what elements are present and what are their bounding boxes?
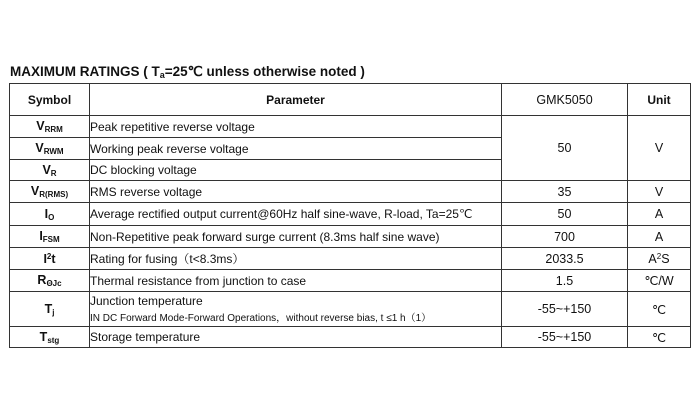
- parameter-cell: DC blocking voltage: [90, 160, 502, 181]
- value-cell: 50: [502, 203, 628, 226]
- section-title: MAXIMUM RATINGS ( $T_a=25℃$ unless otherwise noted ): [10, 64, 365, 80]
- value-cell: -55~+150: [502, 327, 628, 348]
- table-header-row: [10, 84, 691, 116]
- parameter-cell: RMS reverse voltage: [90, 181, 502, 203]
- value-cell: 35: [502, 181, 628, 203]
- symbol-cell: $V_{R(RMS)}$: [10, 181, 90, 203]
- table-row: [10, 116, 691, 138]
- header-unit: Unit: [628, 84, 691, 116]
- symbol-cell: $I_{FSM}$: [10, 226, 90, 248]
- value-cell: 1.5: [502, 270, 628, 292]
- parameter-cell: Peak repetitive reverse voltage: [90, 116, 502, 138]
- parameter-cell: Non-Repetitive peak forward surge current (8.3ms half sine wave): [90, 226, 502, 248]
- symbol-cell: $V_{RRM}$: [10, 116, 90, 138]
- parameter-cell: Average rectified output current@60Hz half sine-wave, R-load, Ta=25℃: [90, 203, 502, 226]
- table-row: [10, 203, 691, 226]
- parameter-cell: Junction temperature IN DC Forward Mode-Forward Operations，without reverse bias, t ≤1 h（1）: [90, 292, 502, 327]
- unit-cell: $A^2S$: [628, 248, 691, 270]
- unit-cell: A: [628, 203, 691, 226]
- value-cell: 700: [502, 226, 628, 248]
- table-row: [10, 226, 691, 248]
- table-row: [10, 248, 691, 270]
- unit-cell: V: [628, 181, 691, 203]
- parameter-cell: Rating for fusing（t<8.3ms）: [90, 248, 502, 270]
- table-row: [10, 292, 691, 327]
- symbol-cell: $I^2t$: [10, 248, 90, 270]
- table-row: [10, 181, 691, 203]
- parameter-cell: Working peak reverse voltage: [90, 138, 502, 160]
- symbol-cell: $I_O$: [10, 203, 90, 226]
- parameter-cell: Thermal resistance from junction to case: [90, 270, 502, 292]
- symbol-cell: $V_{RWM}$: [10, 138, 90, 160]
- table-row: [10, 327, 691, 348]
- header-value: GMK5050: [502, 84, 628, 116]
- parameter-cell: Storage temperature: [90, 327, 502, 348]
- symbol-cell: $R_{\Theta Jc}$: [10, 270, 90, 292]
- symbol-cell: $T_j$: [10, 292, 90, 327]
- table-row: [10, 270, 691, 292]
- header-symbol: Symbol: [10, 84, 90, 116]
- header-parameter: Parameter: [90, 84, 502, 116]
- value-cell: -55~+150: [502, 292, 628, 327]
- maximum-ratings-table: [9, 83, 691, 348]
- unit-cell: ℃: [628, 327, 691, 348]
- unit-cell: ℃/W: [628, 270, 691, 292]
- symbol-cell: $T_{stg}$: [10, 327, 90, 348]
- value-cell: 2033.5: [502, 248, 628, 270]
- unit-cell: ℃: [628, 292, 691, 327]
- unit-cell: A: [628, 226, 691, 248]
- symbol-cell: $V_R$: [10, 160, 90, 181]
- unit-cell: V: [628, 116, 691, 181]
- parameter-note: IN DC Forward Mode-Forward Operations，without reverse bias, t ≤1 h（1）: [90, 313, 432, 324]
- value-cell: 50: [502, 116, 628, 181]
